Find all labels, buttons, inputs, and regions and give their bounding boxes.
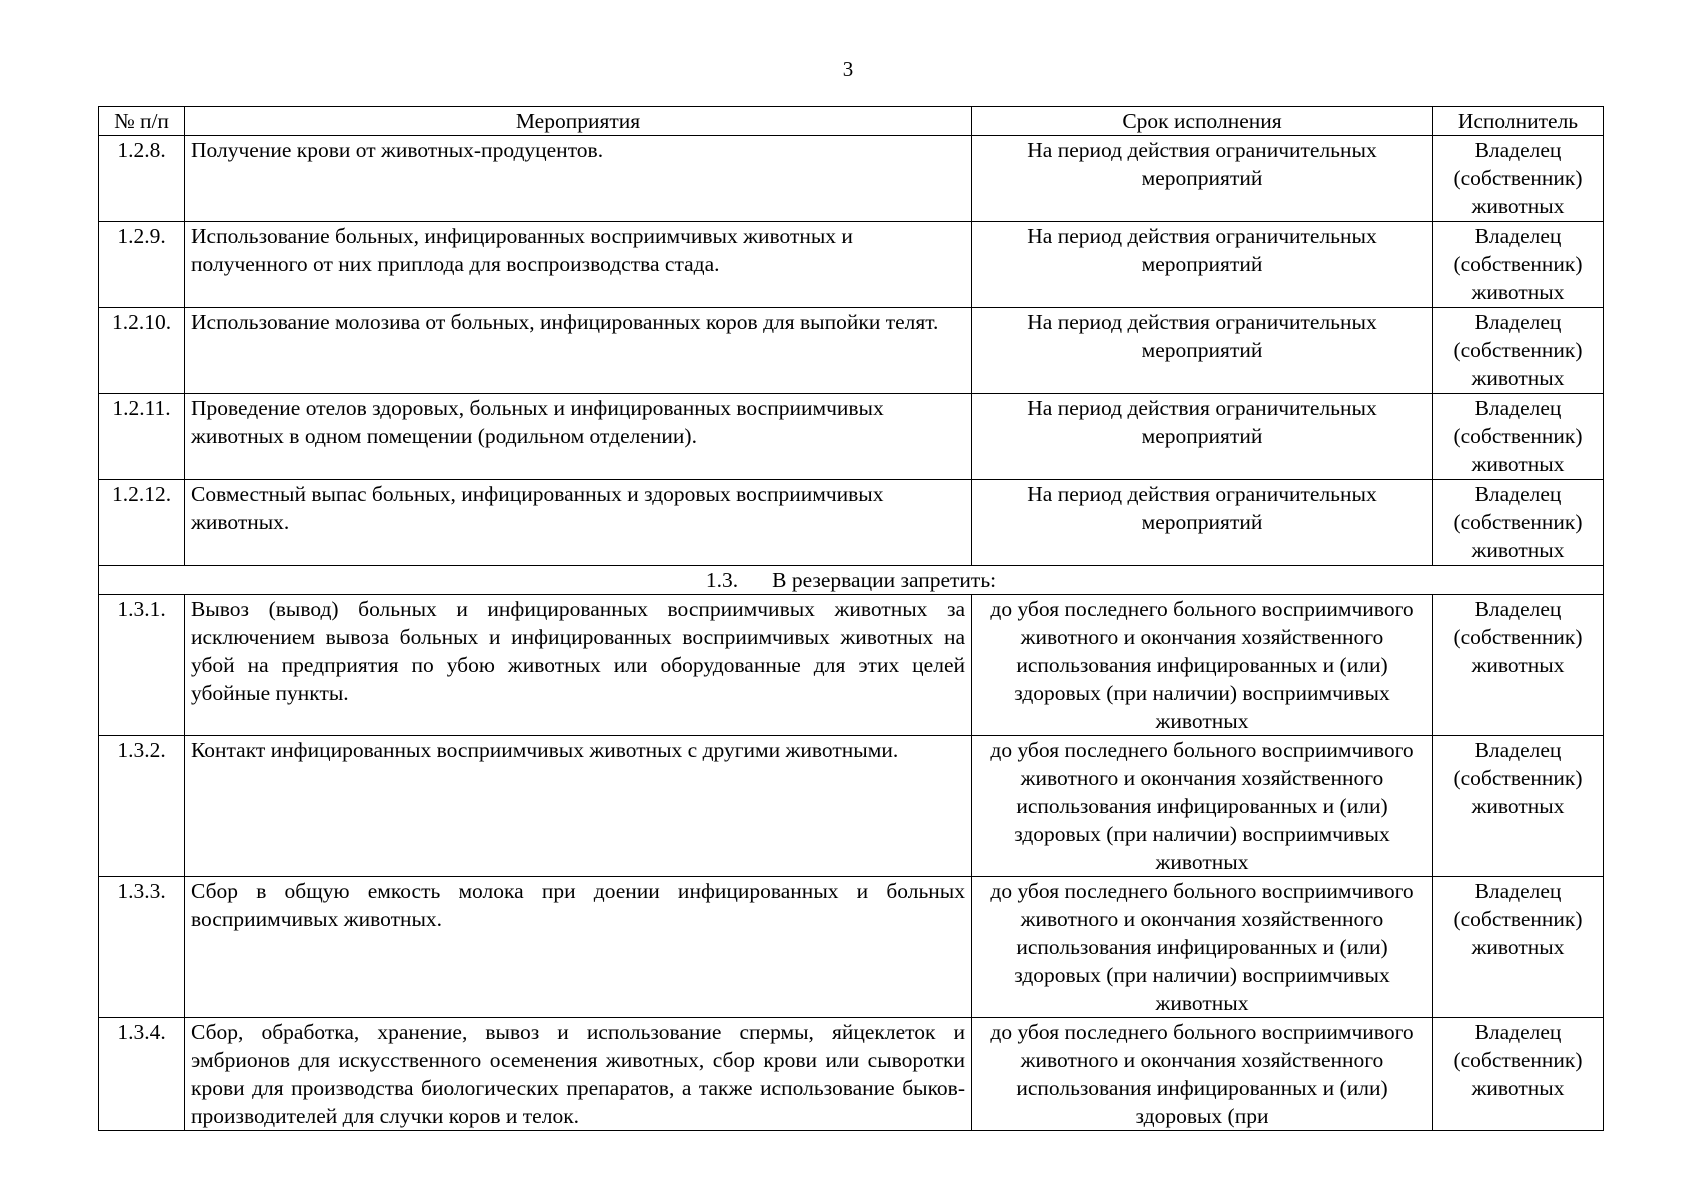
row-executor: Владелец (собственник) животных — [1433, 480, 1604, 566]
row-event: Использование больных, инфицированных восприимчивых животных и полученного от них приплода для воспроизводства стада. — [185, 222, 972, 308]
header-event: Мероприятия — [185, 107, 972, 136]
table-row — [99, 1018, 1604, 1131]
header-executor: Исполнитель — [1433, 107, 1604, 136]
measures-table — [98, 106, 1604, 1131]
row-executor: Владелец (собственник) животных — [1433, 394, 1604, 480]
table-row — [99, 480, 1604, 566]
row-executor: Владелец (собственник) животных — [1433, 308, 1604, 394]
table-row — [99, 222, 1604, 308]
row-num: 1.2.11. — [99, 394, 185, 480]
row-event: Проведение отелов здоровых, больных и инфицированных восприимчивых животных в одном помещении (родильном отделении). — [185, 394, 972, 480]
row-num: 1.3.2. — [99, 736, 185, 877]
header-num: № п/п — [99, 107, 185, 136]
table-row — [99, 394, 1604, 480]
section-row — [99, 566, 1604, 595]
row-term: На период действия ограничительных мероприятий — [972, 136, 1433, 222]
table-row — [99, 308, 1604, 394]
row-executor: Владелец (собственник) животных — [1433, 1018, 1604, 1131]
row-event: Вывоз (вывод) больных и инфицированных восприимчивых животных за исключением вывоза больных и инфицированных восприимчивых животных на убой на предприятия по убою животных или оборудованные для этих целей убойные пункты. — [185, 595, 972, 736]
row-executor: Владелец (собственник) животных — [1433, 877, 1604, 1018]
row-num: 1.3.3. — [99, 877, 185, 1018]
section-title: В резервации запретить: — [772, 568, 997, 592]
row-num: 1.3.4. — [99, 1018, 185, 1131]
row-term: до убоя последнего больного восприимчивого животного и окончания хозяйственного использования инфицированных и (или) здоровых (при наличии) восприимчивых животных — [972, 736, 1433, 877]
row-num: 1.2.9. — [99, 222, 185, 308]
row-executor: Владелец (собственник) животных — [1433, 222, 1604, 308]
table-row — [99, 136, 1604, 222]
row-term: На период действия ограничительных мероприятий — [972, 480, 1433, 566]
row-event: Сбор, обработка, хранение, вывоз и использование спермы, яйцеклеток и эмбрионов для искусственного осеменения животных, сбор крови или сыворотки крови для производства биологических препаратов, а также использование быков-производителей для случки коров и телок. — [185, 1018, 972, 1131]
table-header-row — [99, 107, 1604, 136]
row-term: На период действия ограничительных мероприятий — [972, 308, 1433, 394]
row-num: 1.2.10. — [99, 308, 185, 394]
row-event: Контакт инфицированных восприимчивых животных с другими животными. — [185, 736, 972, 877]
row-term: до убоя последнего больного восприимчивого животного и окончания хозяйственного использования инфицированных и (или) здоровых (при — [972, 1018, 1433, 1131]
table-row — [99, 877, 1604, 1018]
section-number: 1.3. — [705, 568, 739, 592]
row-executor: Владелец (собственник) животных — [1433, 595, 1604, 736]
row-num: 1.3.1. — [99, 595, 185, 736]
row-num: 1.2.8. — [99, 136, 185, 222]
table-row — [99, 736, 1604, 877]
row-term: На период действия ограничительных мероприятий — [972, 394, 1433, 480]
row-term: На период действия ограничительных мероприятий — [972, 222, 1433, 308]
row-event: Использование молозива от больных, инфицированных коров для выпойки телят. — [185, 308, 972, 394]
row-event: Сбор в общую емкость молока при доении инфицированных и больных восприимчивых животных. — [185, 877, 972, 1018]
row-term: до убоя последнего больного восприимчивого животного и окончания хозяйственного использования инфицированных и (или) здоровых (при наличии) восприимчивых животных — [972, 877, 1433, 1018]
row-term: до убоя последнего больного восприимчивого животного и окончания хозяйственного использования инфицированных и (или) здоровых (при наличии) восприимчивых животных — [972, 595, 1433, 736]
table-row — [99, 595, 1604, 736]
row-executor: Владелец (собственник) животных — [1433, 736, 1604, 877]
header-term: Срок исполнения — [972, 107, 1433, 136]
row-event: Получение крови от животных-продуцентов. — [185, 136, 972, 222]
row-num: 1.2.12. — [99, 480, 185, 566]
page-number: 3 — [842, 57, 854, 81]
row-event: Совместный выпас больных, инфицированных и здоровых восприимчивых животных. — [185, 480, 972, 566]
section-heading — [99, 566, 1604, 595]
row-executor: Владелец (собственник) животных — [1433, 136, 1604, 222]
